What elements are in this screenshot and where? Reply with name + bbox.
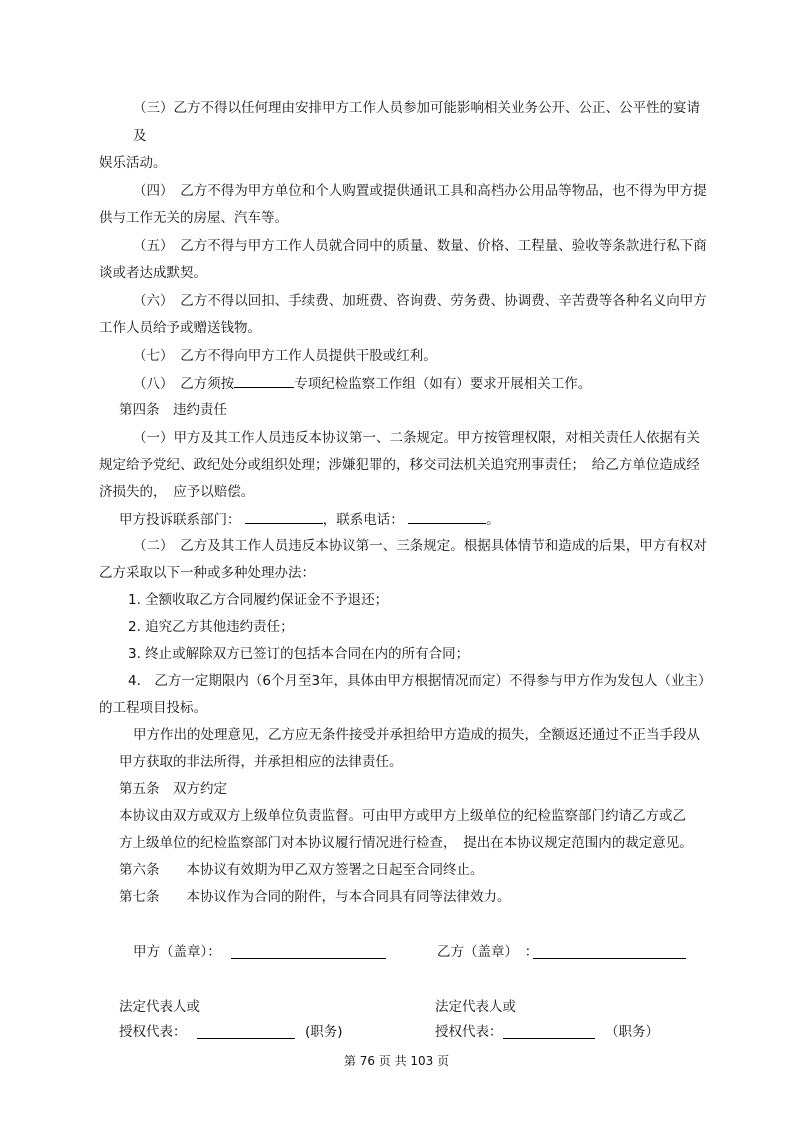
project-name-blank — [234, 373, 294, 388]
complaint-phone-label: ，联系电话： — [322, 512, 404, 528]
article-5-line-2: 方上级单位的纪检监察部门对本协议履行情况进行检查， 提出在本协议规定范围内的裁定意见。 — [119, 835, 693, 851]
paragraph-6-line-2: 工作人员给予或赠送钱物。 — [99, 320, 261, 336]
article-4-clause-1-line-1: （一）甲方及其工作人员违反本协议第一、二条规定。甲方按管理权限，对相关责任人依据有关 — [133, 430, 700, 446]
handling-line-2: 甲方获取的非法所得，并承担相应的法律责任。 — [119, 754, 403, 770]
paragraph-3-line-3: 娱乐活动。 — [99, 155, 167, 171]
party-b-authorized-label: 授权代表： — [435, 1024, 503, 1040]
paragraph-3-line-1: （三）乙方不得以任何理由安排甲方工作人员参加可能影响相关业务公开、公正、公平性的宴请 — [133, 100, 700, 116]
article-4-clause-2-line-1: （二） 乙方及其工作人员违反本协议第一、三条规定。根据具体情节和造成的后果，甲方有权对 — [133, 538, 707, 554]
paragraph-6-line-1: （六） 乙方不得以回扣、手续费、加班费、咨询费、劳务费、协调费、辛苦费等各种名义向甲方 — [133, 293, 707, 309]
party-b-legal-rep-label: 法定代表人或 — [435, 999, 516, 1015]
article-4-clause-2-line-2: 乙方采取以下一种或多种处理办法： — [99, 565, 315, 581]
paragraph-4-line-2: 供与工作无关的房屋、汽车等。 — [99, 210, 288, 226]
party-b-seal-label: 乙方（盖章） ： — [437, 944, 539, 960]
article-5-title: 第五条 双方约定 — [119, 781, 227, 797]
party-b-position-label: （职务） — [605, 1024, 659, 1040]
article-4-clause-1-line-3: 济损失的， 应予以赔偿。 — [99, 484, 255, 500]
complaint-end: 。 — [486, 512, 500, 528]
article-4-title: 第四条 违约责任 — [119, 402, 227, 418]
article-5-line-1: 本协议由双方或双方上级单位负责监督。可由甲方或甲方上级单位的纪检监察部门约请乙方或乙 — [119, 808, 686, 824]
paragraph-5-line-2: 谈或者达成默契。 — [99, 265, 207, 281]
paragraph-3-line-2: 及 — [133, 128, 147, 144]
penalty-item-4-line-2: 的工程项目投标。 — [99, 700, 207, 716]
complaint-dept-blank — [245, 509, 323, 524]
paragraph-4-line-1: （四） 乙方不得为甲方单位和个人购置或提供通讯工具和高档办公用品等物品，也不得为甲方提 — [133, 183, 707, 199]
article-6: 第六条 本协议有效期为甲乙双方签署之日起至合同终止。 — [119, 862, 484, 878]
party-a-authorized-blank — [197, 1024, 295, 1039]
article-4-clause-1-line-2: 规定给予党纪、政纪处分或组织处理；涉嫌犯罪的，移交司法机关追究刑事责任； 给乙方单位造成经 — [99, 457, 700, 473]
article-7: 第七条 本协议作为合同的附件，与本合同具有同等法律效力。 — [119, 889, 511, 905]
penalty-item-3: 3. 终止或解除双方已签订的包括本合同在内的所有合同； — [128, 646, 470, 662]
party-b-seal-blank — [533, 944, 686, 959]
party-a-authorized-label: 授权代表： — [119, 1024, 187, 1040]
party-a-seal-blank — [231, 944, 386, 959]
party-b-authorized-blank — [503, 1024, 595, 1039]
penalty-item-2: 2. 追究乙方其他违约责任； — [128, 619, 294, 635]
party-a-seal-label: 甲方（盖章）： — [133, 944, 221, 960]
penalty-item-4-line-1: 4. 乙方一定期限内（6个月至3年，具体由甲方根据情况而定）不得参与甲方作为发包人（业主） — [128, 673, 712, 689]
complaint-phone-blank — [408, 509, 486, 524]
paragraph-8-before: （八） 乙方须按 — [133, 376, 235, 392]
paragraph-8 — [133, 373, 591, 394]
paragraph-8-after: 专项纪检监察工作组（如有）要求开展相关工作。 — [294, 376, 592, 392]
complaint-dept-label: 甲方投诉联系部门： — [119, 512, 241, 528]
page-number-footer: 第 76 页 共 103 页 — [343, 1054, 450, 1068]
party-a-position-label: (职务) — [305, 1024, 343, 1040]
penalty-item-1: 1. 全额收取乙方合同履约保证金不予退还； — [128, 592, 389, 608]
complaint-contact-line — [119, 509, 500, 530]
paragraph-5-line-1: （五） 乙方不得与甲方工作人员就合同中的质量、数量、价格、工程量、验收等条款进行私下商 — [133, 238, 707, 254]
handling-line-1: 甲方作出的处理意见，乙方应无条件接受并承担给甲方造成的损失，全额返还通过不正当手段从 — [133, 727, 700, 743]
party-a-legal-rep-label: 法定代表人或 — [119, 999, 200, 1015]
paragraph-7: （七） 乙方不得向甲方工作人员提供干股或红利。 — [133, 348, 437, 364]
